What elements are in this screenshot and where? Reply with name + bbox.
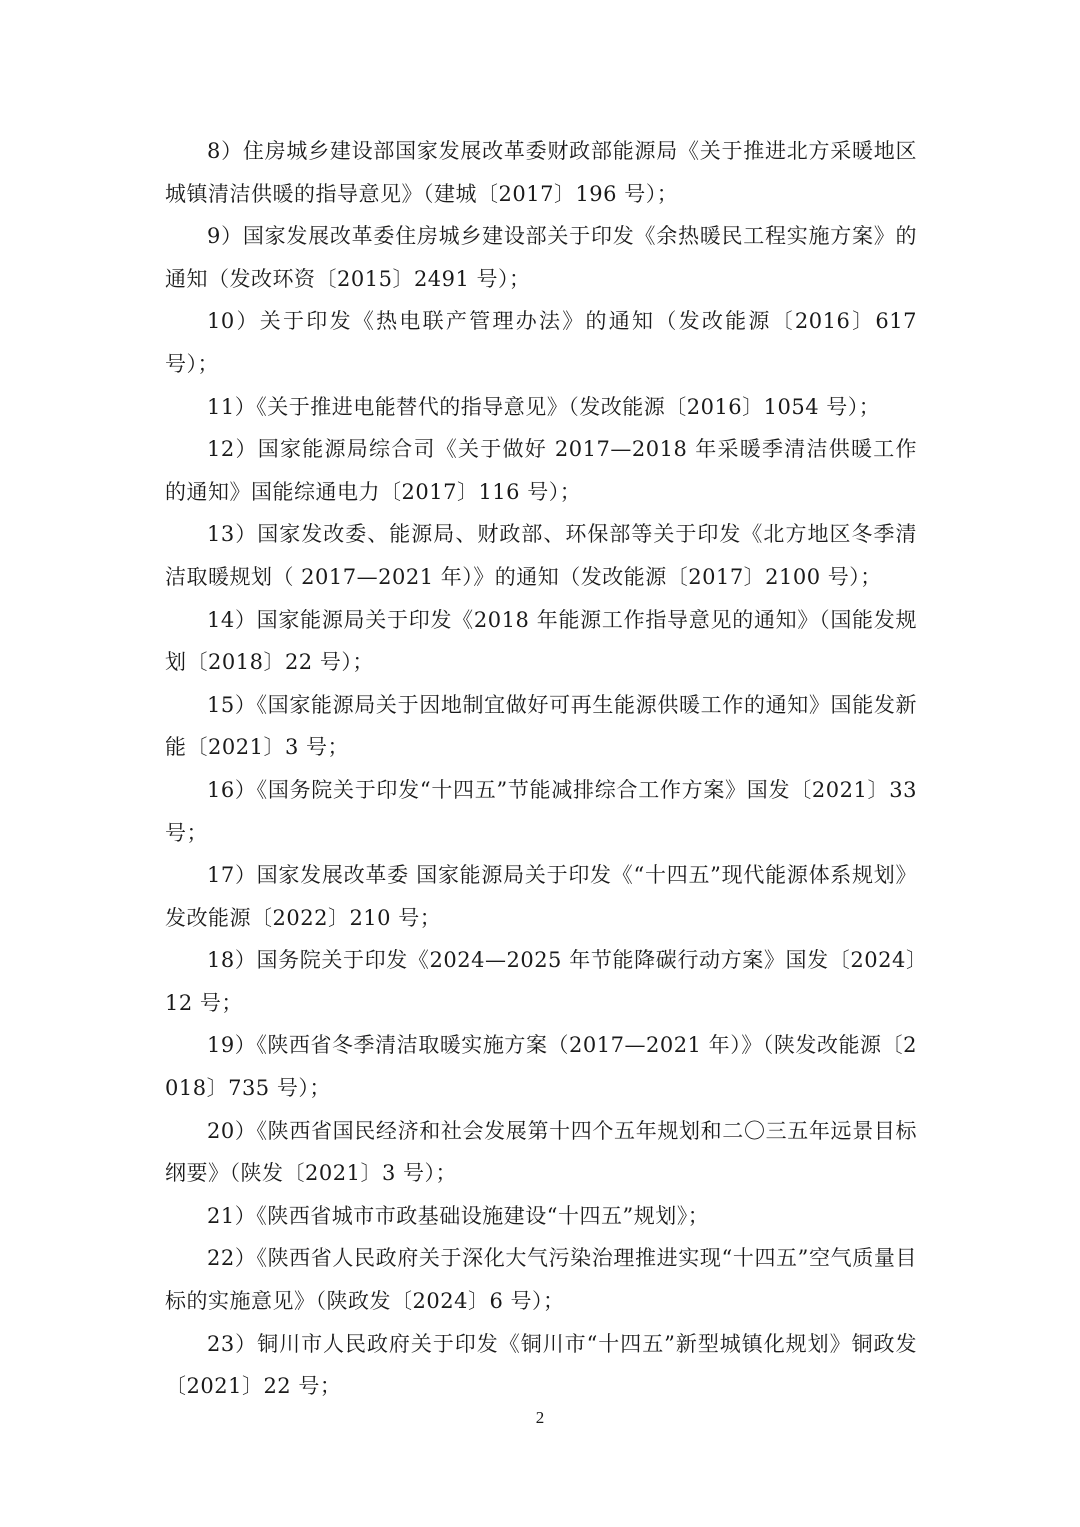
reference-item: 17）国家发展改革委 国家能源局关于印发《“十四五”现代能源体系规划》发改能源〔2022〕210 号；: [165, 863, 917, 930]
reference-item: 16）《国务院关于印发“十四五”节能减排综合工作方案》国发〔2021〕33 号；: [165, 777, 917, 845]
reference-item: 19）《陕西省冬季清洁取暖实施方案（2017—2021 年）》（陕发改能源〔2018〕735 号）；: [165, 1033, 917, 1101]
reference-item: 20）《陕西省国民经济和社会发展第十四个五年规划和二〇三五年远景目标纲要》（陕发〔2021〕3 号）；: [165, 1118, 917, 1186]
reference-item: 18）国务院关于印发《2024—2025 年节能降碳行动方案》国发〔2024〕12 号；: [165, 948, 917, 1015]
reference-item: 10）关于印发《热电联产管理办法》的通知（发改能源〔2016〕617 号）；: [165, 309, 917, 376]
reference-item: 9）国家发展改革委住房城乡建设部关于印发《余热暖民工程实施方案》的通知（发改环资〔2015〕2491 号）；: [165, 224, 917, 291]
reference-list: [165, 130, 917, 1408]
reference-item: 13）国家发改委、能源局、财政部、环保部等关于印发《北方地区冬季清洁取暖规划（ 2017—2021 年）》的通知（发改能源〔2017〕2100 号）；: [165, 522, 917, 589]
reference-item: 23）铜川市人民政府关于印发《铜川市“十四五”新型城镇化规划》铜政发〔2021〕22 号；: [165, 1331, 917, 1399]
reference-item: 11）《关于推进电能替代的指导意见》（发改能源〔2016〕1054 号）；: [207, 394, 881, 419]
reference-item: 14）国家能源局关于印发《2018 年能源工作指导意见的通知》（国能发规划〔2018〕22 号）；: [165, 607, 917, 675]
reference-item: 15）《国家能源局关于因地制宜做好可再生能源供暖工作的通知》国能发新能〔2021〕3 号；: [165, 692, 917, 760]
reference-item: 8）住房城乡建设部国家发展改革委财政部能源局《关于推进北方采暖地区城镇清洁供暖的指导意见》（建城〔2017〕196 号）；: [165, 139, 917, 206]
page-number: 2: [535, 1408, 545, 1427]
reference-item: 12）国家能源局综合司《关于做好 2017—2018 年采暖季清洁供暖工作的通知》国能综通电力〔2017〕116 号）；: [165, 437, 917, 504]
reference-item: 21）《陕西省城市市政基础设施建设“十四五”规划》；: [207, 1203, 710, 1228]
reference-item: 22）《陕西省人民政府关于深化大气污染治理推进实现“十四五”空气质量目标的实施意见》（陕政发〔2024〕6 号）；: [165, 1246, 917, 1314]
